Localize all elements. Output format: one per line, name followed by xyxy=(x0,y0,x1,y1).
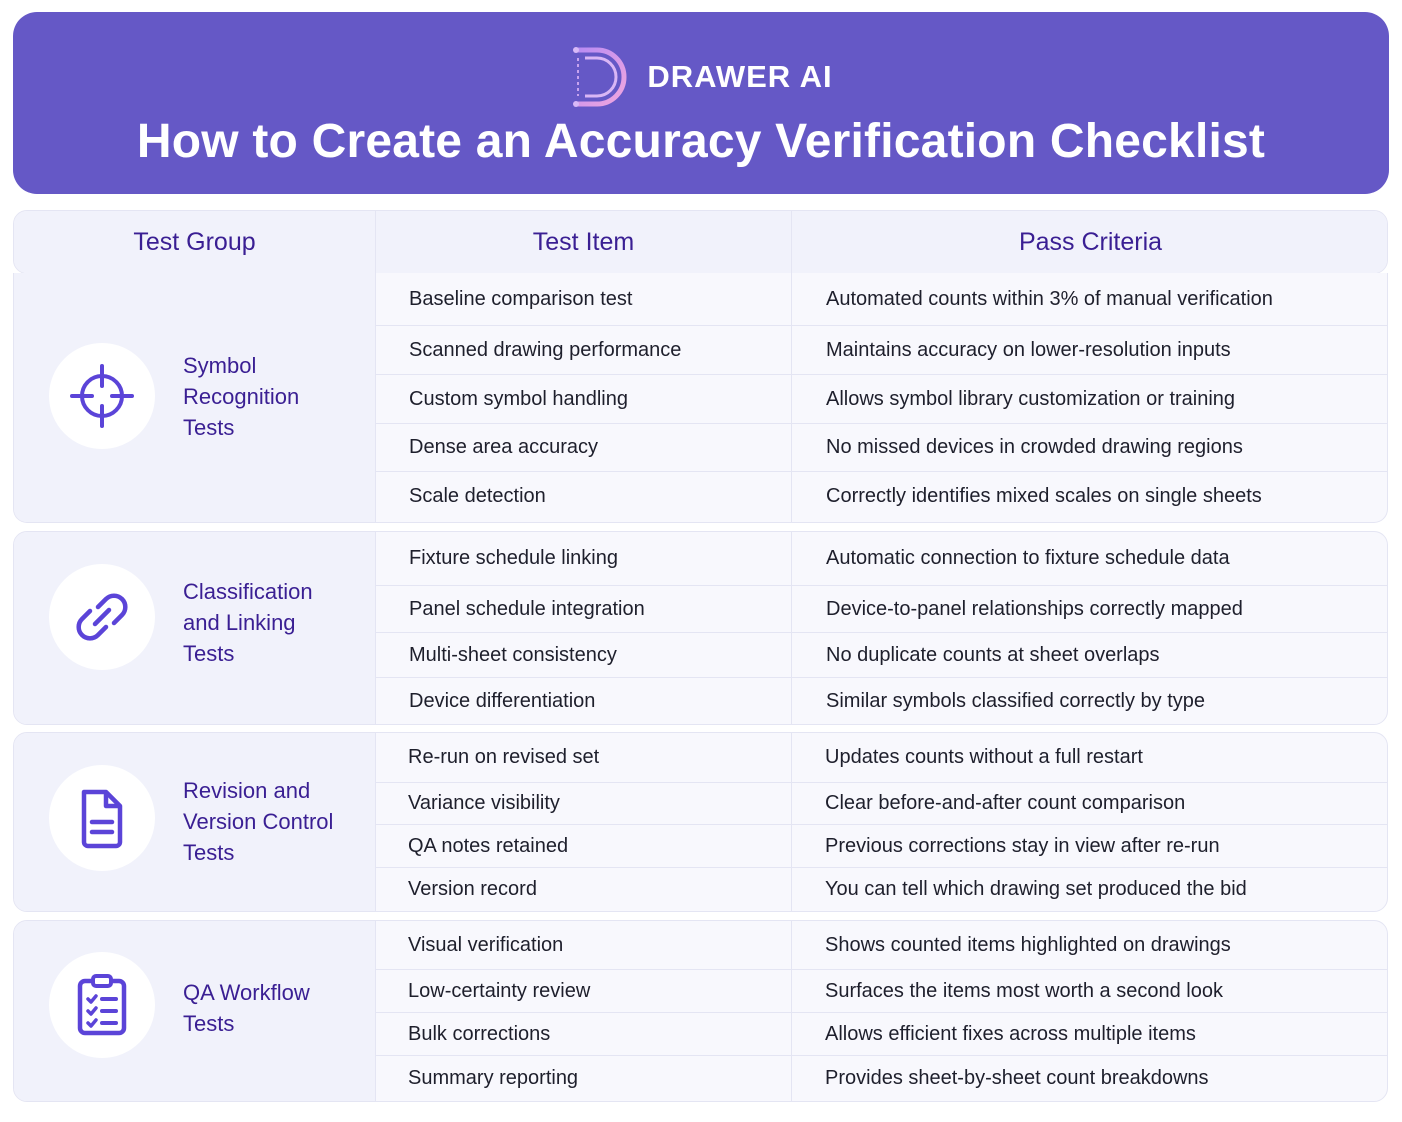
page-title: How to Create an Accuracy Verification Checklist xyxy=(136,115,1266,168)
pass-criteria: Shows counted items highlighted on drawings xyxy=(825,933,1231,956)
table-row xyxy=(375,921,1387,969)
test-item: Variance visibility xyxy=(408,792,560,814)
test-item: Low-certainty review xyxy=(408,979,591,1002)
test-item: QA notes retained xyxy=(408,834,569,857)
group-revision-version-control xyxy=(13,732,1388,912)
table-row xyxy=(375,824,1387,867)
pass-criteria: Device-to-panel relationships correctly mapped xyxy=(826,597,1243,620)
table-row xyxy=(375,325,1387,374)
table-header-card xyxy=(13,210,1388,274)
pass-criteria: Provides sheet-by-sheet count breakdowns xyxy=(825,1067,1209,1089)
test-item: Scale detection xyxy=(409,485,546,507)
test-item: Visual verification xyxy=(408,933,564,956)
header-test-item: Test Item xyxy=(532,228,635,256)
test-item: Multi-sheet consistency xyxy=(409,643,617,666)
pass-criteria: Similar symbols classified correctly by type xyxy=(826,689,1205,712)
brand xyxy=(13,44,1389,110)
table-row xyxy=(375,471,1387,521)
group-classification-linking xyxy=(13,531,1388,725)
drawer-d-logo-icon xyxy=(569,44,631,110)
pass-criteria: Allows symbol library customization or training xyxy=(826,387,1236,410)
table-row xyxy=(375,1055,1387,1101)
table-row xyxy=(375,782,1387,824)
test-item: Fixture schedule linking xyxy=(409,547,618,569)
test-item: Re-run on revised set xyxy=(408,746,600,768)
pass-criteria: Automatic connection to fixture schedule data xyxy=(826,547,1230,569)
table-row xyxy=(375,423,1387,471)
test-item: Custom symbol handling xyxy=(409,387,628,410)
pass-criteria: Clear before-and-after count comparison xyxy=(825,792,1186,814)
test-item: Device differentiation xyxy=(409,689,596,712)
test-item: Version record xyxy=(408,878,537,900)
table-row xyxy=(375,632,1387,677)
link-icon xyxy=(49,564,155,670)
pass-criteria: No missed devices in crowded drawing regions xyxy=(826,436,1243,458)
group-label: Symbol Recognition Tests xyxy=(183,353,300,440)
table-row xyxy=(375,532,1387,585)
table-row xyxy=(375,273,1387,325)
pass-criteria: No duplicate counts at sheet overlaps xyxy=(826,643,1160,666)
test-item: Baseline comparison test xyxy=(409,287,633,310)
group-cell xyxy=(14,273,375,522)
header-pass-criteria: Pass Criteria xyxy=(1018,228,1163,256)
header-banner xyxy=(13,12,1389,194)
test-item: Scanned drawing performance xyxy=(409,338,682,361)
pass-criteria: You can tell which drawing set produced the bid xyxy=(825,878,1247,900)
group-label: QA Workflow Tests xyxy=(183,980,310,1036)
group-label: Revision and Version Control Tests xyxy=(183,778,334,865)
group-label: Classification and Linking Tests xyxy=(183,579,313,666)
test-item: Dense area accuracy xyxy=(409,436,598,458)
table-row xyxy=(375,867,1387,911)
pass-criteria: Updates counts without a full restart xyxy=(825,746,1143,768)
pass-criteria: Previous corrections stay in view after re-run xyxy=(825,834,1220,857)
pass-criteria: Automated counts within 3% of manual verification xyxy=(826,287,1273,310)
table-row xyxy=(375,733,1387,782)
header-test-group: Test Group xyxy=(133,228,256,256)
crosshair-icon xyxy=(49,343,155,449)
table-header-row xyxy=(14,211,1387,274)
clipboard-checklist-icon xyxy=(49,952,155,1058)
group-cell xyxy=(14,733,375,911)
test-item: Panel schedule integration xyxy=(409,597,645,620)
test-item: Summary reporting xyxy=(408,1067,579,1089)
pass-criteria: Correctly identifies mixed scales on single sheets xyxy=(826,485,1262,507)
pass-criteria: Maintains accuracy on lower-resolution inputs xyxy=(826,338,1231,361)
pass-criteria: Allows efficient fixes across multiple items xyxy=(825,1022,1196,1045)
group-cell xyxy=(14,532,375,724)
brand-name: DRAWER AI xyxy=(647,59,833,94)
table-row xyxy=(375,585,1387,632)
group-cell xyxy=(14,921,375,1101)
group-symbol-recognition xyxy=(13,273,1388,523)
table-row xyxy=(375,374,1387,423)
table-row xyxy=(375,1012,1387,1055)
group-qa-workflow xyxy=(13,920,1388,1102)
table-row xyxy=(375,969,1387,1012)
pass-criteria: Surfaces the items most worth a second look xyxy=(825,979,1223,1002)
table-row xyxy=(375,677,1387,724)
document-icon xyxy=(49,765,155,871)
test-item: Bulk corrections xyxy=(408,1022,551,1045)
